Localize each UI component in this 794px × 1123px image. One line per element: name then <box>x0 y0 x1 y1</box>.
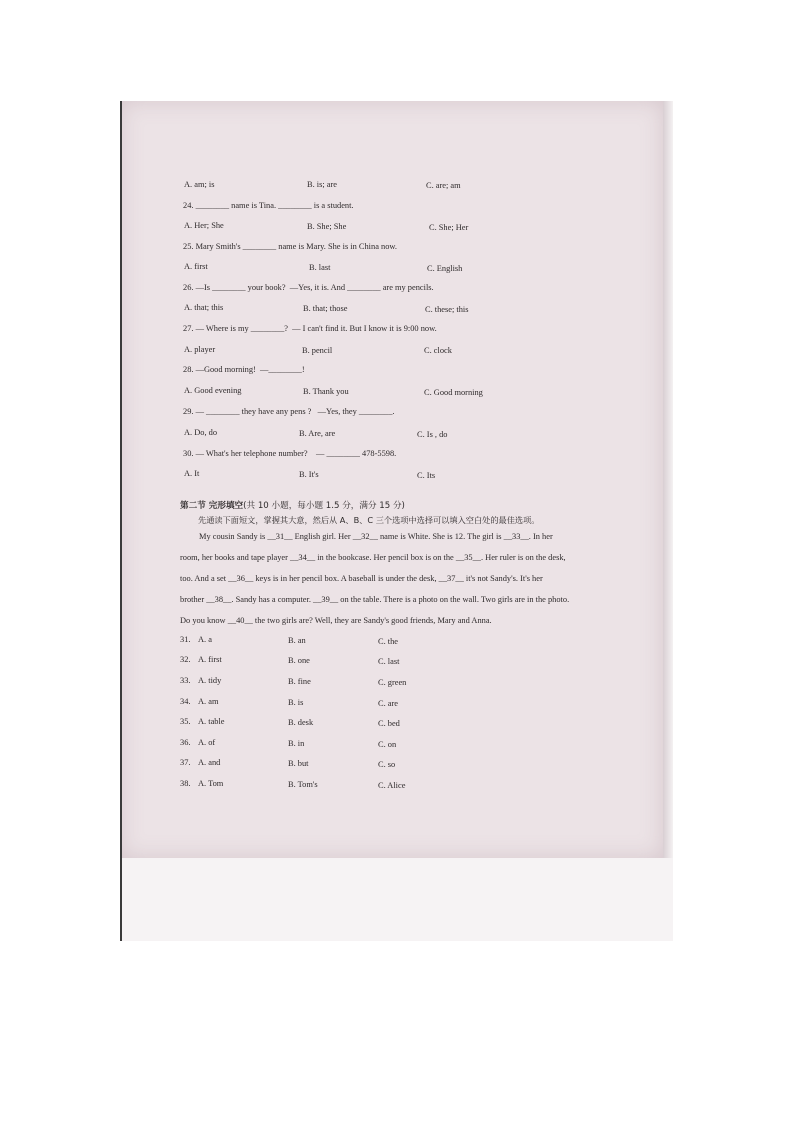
question-28: 28. —Good morning! —________! <box>183 365 305 374</box>
cloze-option-a: A. a <box>198 635 212 644</box>
passage-line: Do you know __40__ the two girls are? Well, they are Sandy's good friends, Mary and Anna. <box>180 616 492 625</box>
section-info: (共 10 小题，每小题 1.5 分，满分 15 分) <box>243 501 405 511</box>
cloze-num: 35. <box>180 717 191 726</box>
option-23-c: C. are; am <box>426 181 461 190</box>
option-27-b: B. pencil <box>302 346 333 355</box>
scan-bottom-margin <box>121 858 673 941</box>
cloze-option-a: A. table <box>198 717 225 726</box>
cloze-option-c: C. the <box>378 637 399 646</box>
cloze-option-a: A. of <box>198 738 216 747</box>
passage-line: room, her books and tape player __34__ in the bookcase. Her pencil box is on the __35__. Her ruler is on the desk, <box>180 553 566 562</box>
cloze-option-a: A. first <box>198 655 222 664</box>
cloze-option-c: C. last <box>378 657 400 666</box>
cloze-option-a: A. am <box>198 697 219 706</box>
section-title: 第二节 完形填空 <box>180 501 244 511</box>
question-26: 26. —Is ________ your book? —Yes, it is. And ________ are my pencils. <box>183 283 434 292</box>
option-26-a: A. that; this <box>184 303 224 312</box>
cloze-option-c: C. Alice <box>378 781 406 790</box>
option-28-c: C. Good morning <box>424 388 483 397</box>
cloze-option-b: B. is <box>288 698 304 707</box>
section-heading <box>180 499 405 511</box>
cloze-passage <box>180 532 605 627</box>
cloze-option-b: B. fine <box>288 677 311 686</box>
option-26-c: C. these; this <box>425 305 469 314</box>
cloze-option-b: B. but <box>288 759 309 768</box>
option-30-b: B. It's <box>299 470 319 479</box>
cloze-option-c: C. so <box>378 760 396 769</box>
scan-shadow <box>663 101 673 858</box>
option-23-b: B. is; are <box>307 180 338 189</box>
option-23-a: A. am; is <box>184 180 215 189</box>
cloze-option-a: A. and <box>198 758 221 767</box>
cloze-option-b: B. one <box>288 656 310 665</box>
option-24-a: A. Her; She <box>184 221 224 230</box>
option-29-b: B. Are, are <box>299 429 336 438</box>
option-25-b: B. last <box>309 263 331 272</box>
passage-line: My cousin Sandy is __31__ English girl. Her __32__ name is White. She is 12. The girl is __33__. In her <box>199 532 553 541</box>
section-instruction: 先通读下面短文，掌握其大意，然后从 A、B、C 三个选项中选择可以填入空白处的最佳选项。 <box>198 515 540 525</box>
cloze-num: 34. <box>180 697 191 706</box>
option-29-c: C. Is , do <box>417 430 448 439</box>
cloze-option-c: C. are <box>378 699 398 708</box>
question-27: 27. — Where is my ________? — I can't find it. But I know it is 9:00 now. <box>183 324 437 333</box>
cloze-option-c: C. green <box>378 678 407 687</box>
cloze-num: 38. <box>180 779 191 788</box>
question-29: 29. — ________ they have any pens ? —Yes, they ________. <box>183 407 395 416</box>
option-30-c: C. Its <box>417 471 436 480</box>
cloze-num: 33. <box>180 676 191 685</box>
option-27-a: A. player <box>184 345 216 354</box>
question-30: 30. — What's her telephone number? — ________ 478-5598. <box>183 449 397 458</box>
option-24-b: B. She; She <box>307 222 347 231</box>
option-26-b: B. that; those <box>303 304 348 313</box>
option-25-c: C. English <box>427 264 463 273</box>
cloze-option-b: B. in <box>288 739 305 748</box>
option-28-a: A. Good evening <box>184 386 242 395</box>
cloze-option-c: C. bed <box>378 719 400 728</box>
cloze-num: 36. <box>180 738 191 747</box>
cloze-option-b: B. an <box>288 636 306 645</box>
question-24: 24. ________ name is Tina. ________ is a student. <box>183 201 354 210</box>
option-28-b: B. Thank you <box>303 387 349 396</box>
question-25: 25. Mary Smith's ________ name is Mary. She is in China now. <box>183 242 397 251</box>
option-25-a: A. first <box>184 262 208 271</box>
cloze-option-a: A. tidy <box>198 676 222 685</box>
option-30-a: A. It <box>184 469 200 478</box>
cloze-option-a: A. Tom <box>198 779 224 788</box>
scan-edge-line <box>120 101 122 941</box>
passage-line: brother __38__. Sandy has a computer. __39__ on the table. There is a photo on the wall. Two girls are in the photo. <box>180 595 570 604</box>
cloze-num: 31. <box>180 635 191 644</box>
cloze-option-b: B. desk <box>288 718 314 727</box>
option-24-c: C. She; Her <box>429 223 469 232</box>
passage-line: too. And a set __36__ keys is in her pencil box. A baseball is under the desk, __37__ it's not Sandy's. It's her <box>180 574 543 583</box>
cloze-num: 32. <box>180 655 191 664</box>
option-29-a: A. Do, do <box>184 428 218 437</box>
cloze-option-b: B. Tom's <box>288 780 318 789</box>
cloze-option-c: C. on <box>378 740 397 749</box>
option-27-c: C. clock <box>424 346 452 355</box>
cloze-num: 37. <box>180 758 191 767</box>
